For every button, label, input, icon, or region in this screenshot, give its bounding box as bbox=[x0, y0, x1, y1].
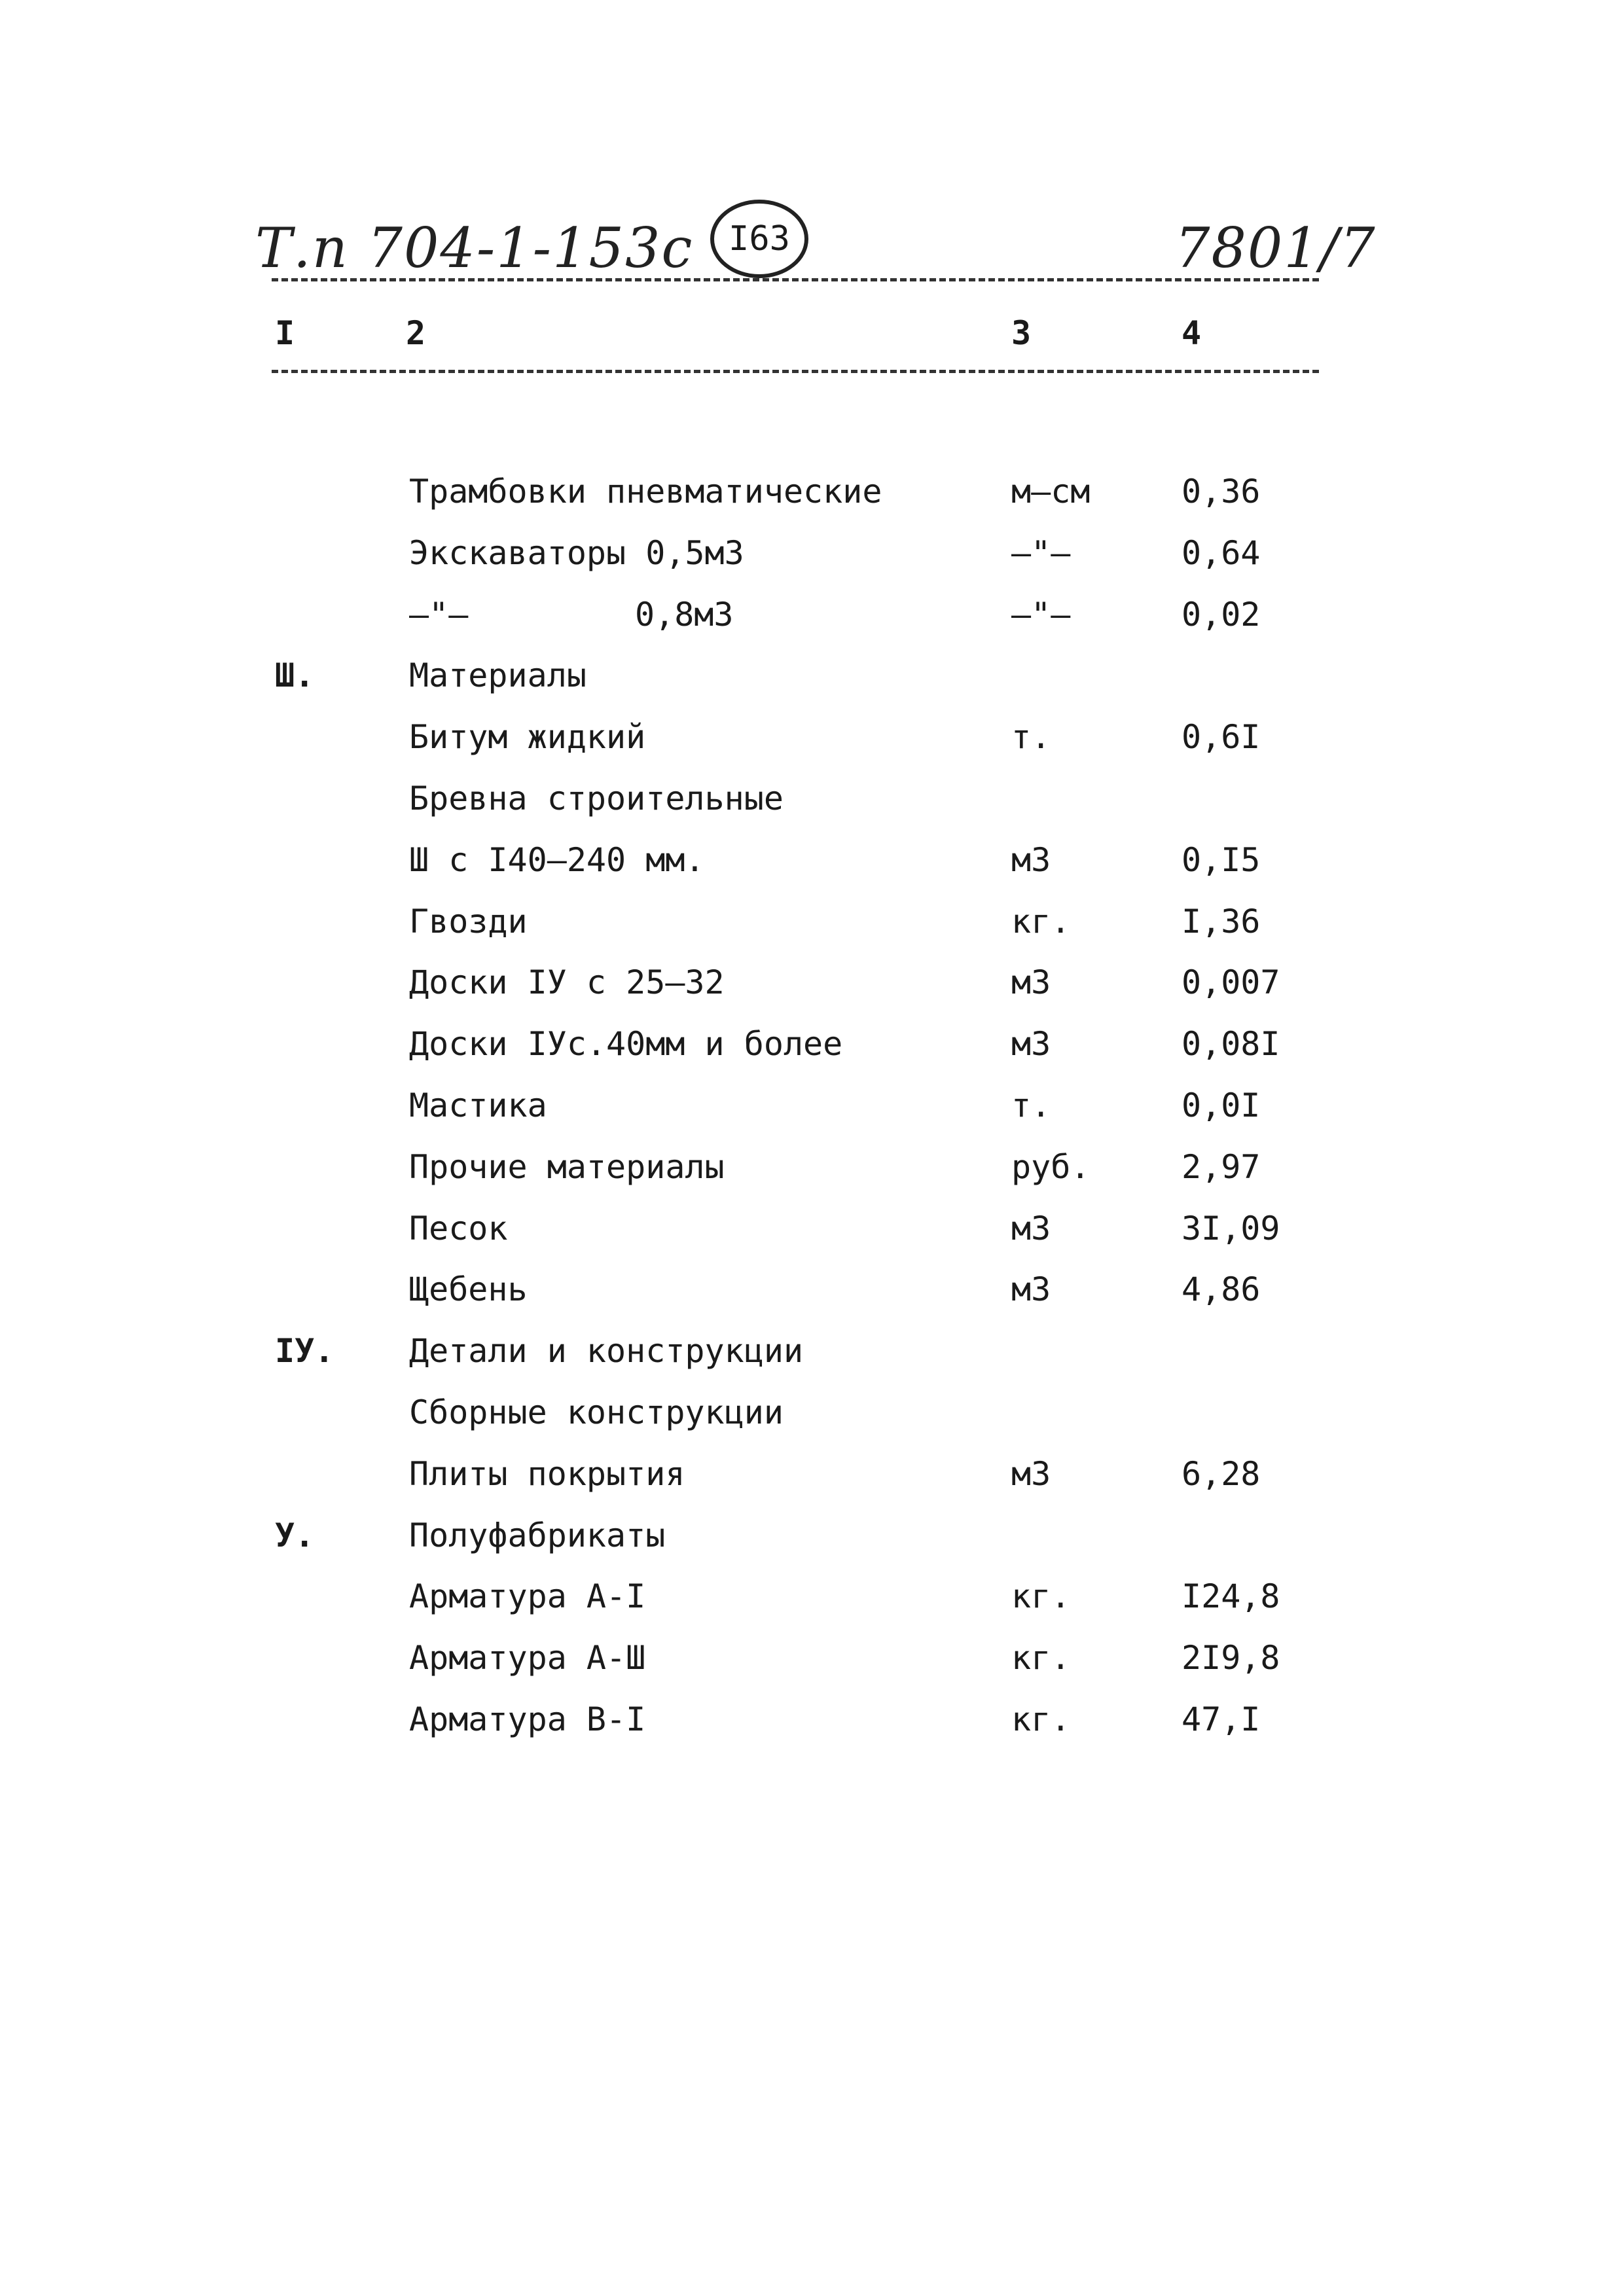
table-row bbox=[0, 584, 1624, 646]
page-number: I63 bbox=[729, 219, 790, 259]
item-unit: м3 bbox=[1011, 840, 1051, 879]
item-unit: т. bbox=[1011, 1086, 1051, 1124]
table-row bbox=[0, 707, 1624, 768]
item-value: 4,86 bbox=[1182, 1270, 1261, 1309]
item-name-extra: 0,8м3 bbox=[635, 595, 734, 634]
item-value: 0,08I bbox=[1182, 1025, 1280, 1064]
document-code-handwritten: Т.п 704-1-153с bbox=[255, 216, 694, 280]
table-row bbox=[0, 1321, 1624, 1382]
table-row bbox=[0, 1198, 1624, 1260]
item-value: 0,0I bbox=[1182, 1086, 1261, 1124]
table-row bbox=[0, 1689, 1624, 1751]
section-number: У. bbox=[275, 1516, 315, 1554]
item-unit: м–см bbox=[1011, 473, 1091, 511]
item-unit: кг. bbox=[1011, 902, 1071, 941]
document-number-handwritten: 7801/7 bbox=[1175, 216, 1377, 280]
item-value: 3I,09 bbox=[1182, 1209, 1280, 1247]
item-name: Гвозди bbox=[409, 902, 528, 941]
item-name: Детали и конструкции bbox=[409, 1332, 804, 1371]
item-value: 0,02 bbox=[1182, 595, 1261, 634]
item-unit: м3 bbox=[1011, 963, 1051, 1002]
column-header-1: I bbox=[275, 314, 295, 352]
column-header-3: 3 bbox=[1011, 314, 1032, 352]
resource-table bbox=[0, 461, 1624, 1751]
page-number-circled bbox=[710, 200, 808, 278]
item-name: Доски IУс.40мм и более bbox=[409, 1025, 843, 1064]
column-header-4: 4 bbox=[1182, 314, 1202, 352]
table-row bbox=[0, 768, 1624, 830]
item-value: 0,64 bbox=[1182, 533, 1261, 572]
item-name: Полуфабрикаты bbox=[409, 1516, 666, 1554]
item-name: –"– bbox=[409, 595, 469, 634]
item-value: 0,I5 bbox=[1182, 840, 1261, 879]
table-row bbox=[0, 1566, 1624, 1628]
item-name: Плиты покрытия bbox=[409, 1454, 685, 1493]
item-value: 0,007 bbox=[1182, 963, 1280, 1002]
item-name: Битум жидкий bbox=[409, 718, 646, 757]
header-dashed-rule bbox=[272, 278, 1319, 281]
item-name: Сборные конструкции bbox=[409, 1393, 784, 1431]
item-value: 2I9,8 bbox=[1182, 1639, 1280, 1677]
item-unit: –"– bbox=[1011, 533, 1071, 572]
item-value: 2,97 bbox=[1182, 1147, 1261, 1186]
item-name: Арматура А-Ш bbox=[409, 1639, 646, 1677]
item-name: Ш с I40–240 мм. bbox=[409, 840, 705, 879]
item-name: Арматура А-I bbox=[409, 1577, 646, 1616]
item-value: 0,36 bbox=[1182, 473, 1261, 511]
item-name: Прочие материалы bbox=[409, 1147, 725, 1186]
item-name: Арматура В-I bbox=[409, 1700, 646, 1738]
item-name: Экскаваторы 0,5м3 bbox=[409, 533, 744, 572]
item-unit: кг. bbox=[1011, 1577, 1071, 1616]
item-unit: руб. bbox=[1011, 1147, 1091, 1186]
item-value: I24,8 bbox=[1182, 1577, 1280, 1616]
item-name: Бревна строительные bbox=[409, 779, 784, 817]
table-row bbox=[0, 830, 1624, 891]
table-row bbox=[0, 645, 1624, 707]
table-row bbox=[0, 1505, 1624, 1567]
table-row bbox=[0, 1382, 1624, 1444]
item-unit: м3 bbox=[1011, 1025, 1051, 1064]
item-name: Песок bbox=[409, 1209, 508, 1247]
item-value: 0,6I bbox=[1182, 718, 1261, 757]
column-header-2: 2 bbox=[406, 314, 426, 352]
table-row bbox=[0, 952, 1624, 1014]
table-row bbox=[0, 891, 1624, 953]
table-row bbox=[0, 461, 1624, 523]
table-row bbox=[0, 1014, 1624, 1075]
table-row bbox=[0, 1259, 1624, 1321]
table-row bbox=[0, 523, 1624, 584]
item-unit: т. bbox=[1011, 718, 1051, 757]
table-row bbox=[0, 1137, 1624, 1198]
item-unit: кг. bbox=[1011, 1700, 1071, 1738]
item-value: 6,28 bbox=[1182, 1454, 1261, 1493]
column-header-dashed-rule bbox=[272, 370, 1319, 373]
item-unit: кг. bbox=[1011, 1639, 1071, 1677]
section-number: IУ. bbox=[275, 1332, 334, 1371]
table-row bbox=[0, 1075, 1624, 1137]
item-name: Доски IУ с 25–32 bbox=[409, 963, 725, 1002]
item-value: I,36 bbox=[1182, 902, 1261, 941]
item-unit: м3 bbox=[1011, 1454, 1051, 1493]
table-row bbox=[0, 1444, 1624, 1505]
section-number: Ш. bbox=[275, 656, 315, 695]
item-unit: м3 bbox=[1011, 1270, 1051, 1309]
item-unit: –"– bbox=[1011, 595, 1071, 634]
item-name: Щебень bbox=[409, 1270, 528, 1309]
item-name: Трамбовки пневматические bbox=[409, 473, 882, 511]
item-unit: м3 bbox=[1011, 1209, 1051, 1247]
table-row bbox=[0, 1628, 1624, 1689]
item-value: 47,I bbox=[1182, 1700, 1261, 1738]
item-name: Материалы bbox=[409, 656, 586, 695]
item-name: Мастика bbox=[409, 1086, 547, 1124]
